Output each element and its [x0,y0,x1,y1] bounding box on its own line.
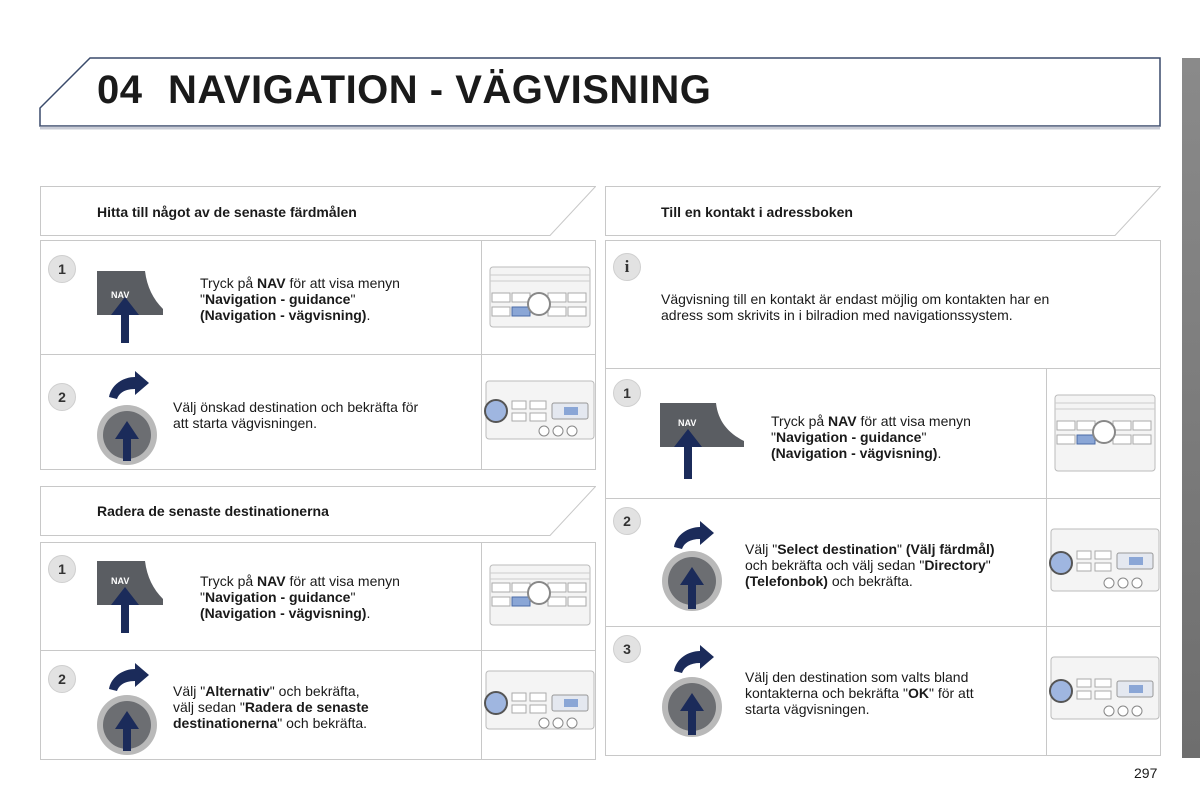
step-box [40,354,596,470]
svg-text:NAV: NAV [111,576,130,586]
step-number-badge: 1 [613,379,641,407]
step-number-badge: 1 [48,255,76,283]
radio-panel-thumbnail [481,651,596,759]
step-number-badge: 2 [48,383,76,411]
rotary-knob-icon [93,657,163,757]
step-number-badge: 1 [48,555,76,583]
chapter-number: 04 [97,68,143,112]
step-instruction: Välj "Select destination" (Välj färdmål) och bekräfta och välj sedan "Directory" (Telefonbok) och bekräfta. [745,541,995,589]
side-tab-bar [1182,58,1200,758]
step-box [40,240,596,356]
step-number-badge: 2 [48,665,76,693]
section-title-recent: Hitta till något av de senaste färdmålen [97,204,357,220]
radio-panel-thumbnail [1046,369,1161,499]
info-box [605,240,1161,370]
rotary-knob-icon [658,515,728,615]
radio-panel-thumbnail [481,543,596,651]
rotary-knob-icon [658,639,728,739]
step-box [605,498,1161,628]
svg-text:NAV: NAV [111,290,130,300]
section-title-contact: Till en kontakt i adressboken [661,204,853,220]
step-box [40,542,596,652]
step-instruction: Välj önskad destination och bekräfta för att starta vägvisningen. [173,399,419,431]
page-header [0,0,1200,140]
page-title: NAVIGATION - VÄGVISNING [168,68,712,112]
info-text: Vägvisning till en kontakt är endast möjlig om kontakten har en adress som skrivits in i bilradion med navigationssystem. [661,291,1050,323]
step-instruction: Tryck på NAV för att visa menyn "Navigation - guidance" (Navigation - vägvisning). [771,413,971,461]
radio-knob-image [1047,627,1161,755]
section-title-delete: Radera de senaste destinationerna [97,503,329,519]
step-box [605,368,1161,500]
radio-panel-thumbnail [481,241,596,355]
radio-knob-image [482,651,596,759]
radio-knob-image [482,355,596,469]
radio-panel-thumbnail [1046,627,1161,755]
step-box [605,626,1161,756]
svg-text:NAV: NAV [678,418,697,428]
radio-panel-thumbnail [1046,499,1161,627]
radio-panel-thumbnail [481,355,596,469]
step-number-badge: 3 [613,635,641,663]
nav-button-icon [93,559,165,637]
radio-knob-image [1047,499,1161,627]
radio-nav-image [1047,369,1161,499]
radio-nav-image [482,543,596,651]
step-box [40,650,596,760]
nav-button-icon [93,269,165,347]
step-instruction: Välj den destination som valts bland kontakterna och bekräfta "OK" för att starta vägvisningen. [745,669,974,717]
step-instruction: Tryck på NAV för att visa menyn "Navigation - guidance" (Navigation - vägvisning). [200,573,400,621]
radio-nav-image [482,241,596,355]
rotary-knob-icon [93,365,163,465]
info-icon: i [613,253,641,281]
page-number: 297 [1134,765,1158,781]
step-instruction: Tryck på NAV för att visa menyn "Navigation - guidance" (Navigation - vägvisning). [200,275,400,323]
step-number-badge: 2 [613,507,641,535]
nav-button-icon [656,401,746,483]
step-instruction: Välj "Alternativ" och bekräfta, välj sedan "Radera de senaste destinationerna" och bekräfta. [173,683,369,731]
